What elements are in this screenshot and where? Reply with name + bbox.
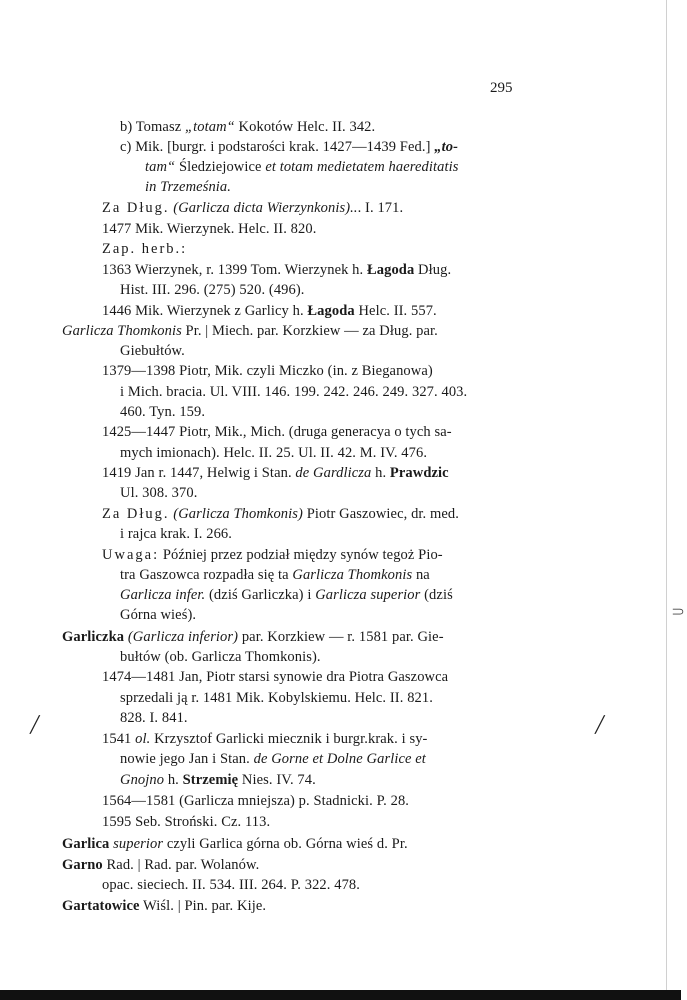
text-line: [120, 525, 232, 544]
text-segment: ol.: [135, 731, 151, 747]
text-segment: czyli Garlica górna ob. Górna wieś d. Pr.: [163, 836, 408, 852]
text-segment: Helc. II. 557.: [354, 303, 437, 319]
text-segment: tra Gaszowca rozpadła się ta: [120, 567, 293, 583]
text-line: [62, 322, 438, 341]
text-segment: 1477 Mik. Wierzynek. Helc. II. 820.: [102, 221, 317, 237]
text-segment: b) Tomasz: [120, 119, 185, 135]
text-segment: Górna wieś).: [120, 607, 197, 623]
text-line: [102, 730, 427, 749]
text-line: [102, 362, 433, 381]
text-line: [120, 383, 467, 402]
text-segment: (Garlicza dicta Wierzynkonis)..: [173, 200, 358, 216]
text-line: [102, 199, 403, 218]
text-segment: na: [412, 567, 430, 583]
edge-mark-icon: ⸧: [669, 602, 687, 622]
text-segment: Wiśl. | Pin. par. Kije.: [139, 898, 267, 914]
text-segment: Hist. III. 296. (275) 520. (496).: [120, 282, 305, 298]
scan-border: [0, 990, 681, 1000]
text-segment: Garlica: [62, 836, 110, 852]
text-segment: sprzedali ją r. 1481 Mik. Kobylskiemu. Helc. II. 821.: [120, 690, 433, 706]
text-segment: opac. sieciech. II. 534. III. 264. P. 322. 478.: [102, 877, 360, 893]
text-segment: 828. I. 841.: [120, 710, 188, 726]
text-line: [62, 628, 444, 647]
text-line: [102, 668, 448, 687]
text-line: [120, 118, 375, 137]
text-segment: Za Dług.: [102, 200, 170, 216]
text-segment: tam“: [145, 159, 176, 175]
text-segment: Rad. | Rad. par. Wolanów.: [102, 857, 260, 873]
margin-mark-icon: ╱: [30, 717, 40, 734]
text-segment: Giebułtów.: [120, 343, 185, 359]
text-segment: de Gardlicza: [295, 465, 372, 481]
text-segment: et totam medietatem haereditatis: [265, 159, 459, 175]
text-line: [120, 709, 188, 728]
text-line: [102, 423, 452, 442]
text-segment: Gnojno: [120, 772, 165, 788]
text-segment: . I. 171.: [357, 200, 404, 216]
text-segment: i rajca krak. I. 266.: [120, 526, 233, 542]
text-segment: (Garlicza inferior): [127, 629, 239, 645]
text-segment: superior: [113, 836, 164, 852]
text-segment: 1474—1481 Jan, Piotr starsi synowie dra Piotra Gaszowca: [102, 669, 449, 685]
text-line: [102, 220, 316, 239]
text-line: [62, 835, 408, 854]
text-segment: Ul. 308. 370.: [120, 485, 198, 501]
text-segment: Garno: [62, 857, 103, 873]
text-segment: Uwaga:: [102, 547, 160, 563]
text-line: [120, 342, 185, 361]
text-segment: Garlicza Thomkonis: [62, 323, 182, 339]
text-line: [102, 240, 187, 259]
text-line: [120, 586, 453, 605]
text-line: [145, 158, 458, 177]
text-segment: (dziś: [420, 587, 453, 603]
text-segment: Później przez podział między synów tegoż Pio-: [159, 547, 443, 563]
text-segment: bułtów (ob. Garlicza Thomkonis).: [120, 649, 321, 665]
text-segment: in Trzemeśnia.: [145, 179, 231, 195]
text-segment: (Garlicza Thomkonis): [173, 506, 303, 522]
text-segment: 460. Tyn. 159.: [120, 404, 206, 420]
text-segment: Dług.: [414, 262, 452, 278]
text-segment: 1564—1581 (Garlicza mniejsza) p. Stadnicki. P. 28.: [102, 793, 410, 809]
text-line: [102, 302, 437, 321]
text-segment: Śledziejowice: [175, 159, 266, 175]
text-segment: mych imionach). Helc. II. 25. Ul. II. 42. M. IV. 476.: [120, 445, 428, 461]
text-segment: Łagoda: [366, 262, 415, 278]
text-segment: Gartatowice: [62, 898, 140, 914]
text-segment: 1419 Jan r. 1447, Helwig i Stan.: [102, 465, 296, 481]
text-segment: Garlicza Thomkonis: [292, 567, 413, 583]
text-segment: par. Korzkiew — r. 1581 par. Gie-: [238, 629, 444, 645]
text-line: [120, 484, 197, 503]
text-segment: h.: [371, 465, 390, 481]
text-line: [120, 281, 305, 300]
text-segment: c) Mik. [burgr. i podstarości krak. 1427—1439 Fed.]: [120, 139, 435, 155]
text-segment: 1595 Seb. Stroński. Cz. 113.: [102, 814, 271, 830]
text-segment: Za Dług.: [102, 506, 170, 522]
text-segment: h.: [164, 772, 183, 788]
text-segment: Piotr Gaszowiec, dr. med.: [302, 506, 459, 522]
text-segment: 1425—1447 Piotr, Mik., Mich. (druga generacya o tych sa-: [102, 424, 452, 440]
text-line: [120, 403, 205, 422]
text-segment: Zap. herb.:: [102, 241, 188, 257]
text-segment: Garlicza superior: [315, 587, 421, 603]
text-segment: 1379—1398 Piotr, Mik. czyli Miczko (in. z Bieganowa): [102, 363, 433, 379]
page-edge: [666, 0, 687, 1000]
text-line: [120, 648, 321, 667]
text-segment: Garlicza infer.: [120, 587, 206, 603]
text-segment: Prawdzic: [389, 465, 449, 481]
margin-mark-icon: ╱: [595, 717, 605, 734]
text-line: [145, 178, 231, 197]
page-number: 295: [490, 80, 513, 96]
text-line: [62, 856, 259, 875]
text-segment: nowie jego Jan i Stan.: [120, 751, 254, 767]
text-segment: Łagoda: [307, 303, 355, 319]
text-line: [102, 464, 449, 483]
text-segment: 1541: [102, 731, 136, 747]
text-segment: Garliczka: [62, 629, 125, 645]
text-segment: Krzysztof Garlicki miecznik i burgr.krak. i sy-: [150, 731, 428, 747]
text-line: [62, 897, 266, 916]
text-segment: „to-: [434, 139, 458, 155]
text-segment: (dziś Garliczka) i: [205, 587, 316, 603]
text-line: [120, 566, 430, 585]
text-segment: Kokotów Helc. II. 342.: [234, 119, 376, 135]
text-line: [102, 261, 451, 280]
text-line: [102, 813, 270, 832]
text-segment: 1363 Wierzynek, r. 1399 Tom. Wierzynek h.: [102, 262, 367, 278]
text-line: [102, 876, 360, 895]
text-line: [120, 771, 316, 790]
text-line: [120, 444, 427, 463]
text-line: [120, 138, 458, 157]
text-segment: „totam“: [184, 119, 235, 135]
text-segment: i Mich. bracia. Ul. VIII. 146. 199. 242. 246. 249. 327. 403.: [120, 384, 468, 400]
text-segment: de Gorne et Dolne Garlice et: [253, 751, 426, 767]
text-line: [102, 546, 443, 565]
text-line: [102, 792, 409, 811]
text-line: [120, 689, 433, 708]
text-segment: 1446 Mik. Wierzynek z Garlicy h.: [102, 303, 308, 319]
text-line: [102, 505, 459, 524]
text-line: [120, 606, 196, 625]
text-segment: Nies. IV. 74.: [238, 772, 316, 788]
text-line: [120, 750, 426, 769]
text-segment: Strzemię: [182, 772, 239, 788]
text-segment: Pr. | Miech. par. Korzkiew — za Dług. par.: [181, 323, 438, 339]
